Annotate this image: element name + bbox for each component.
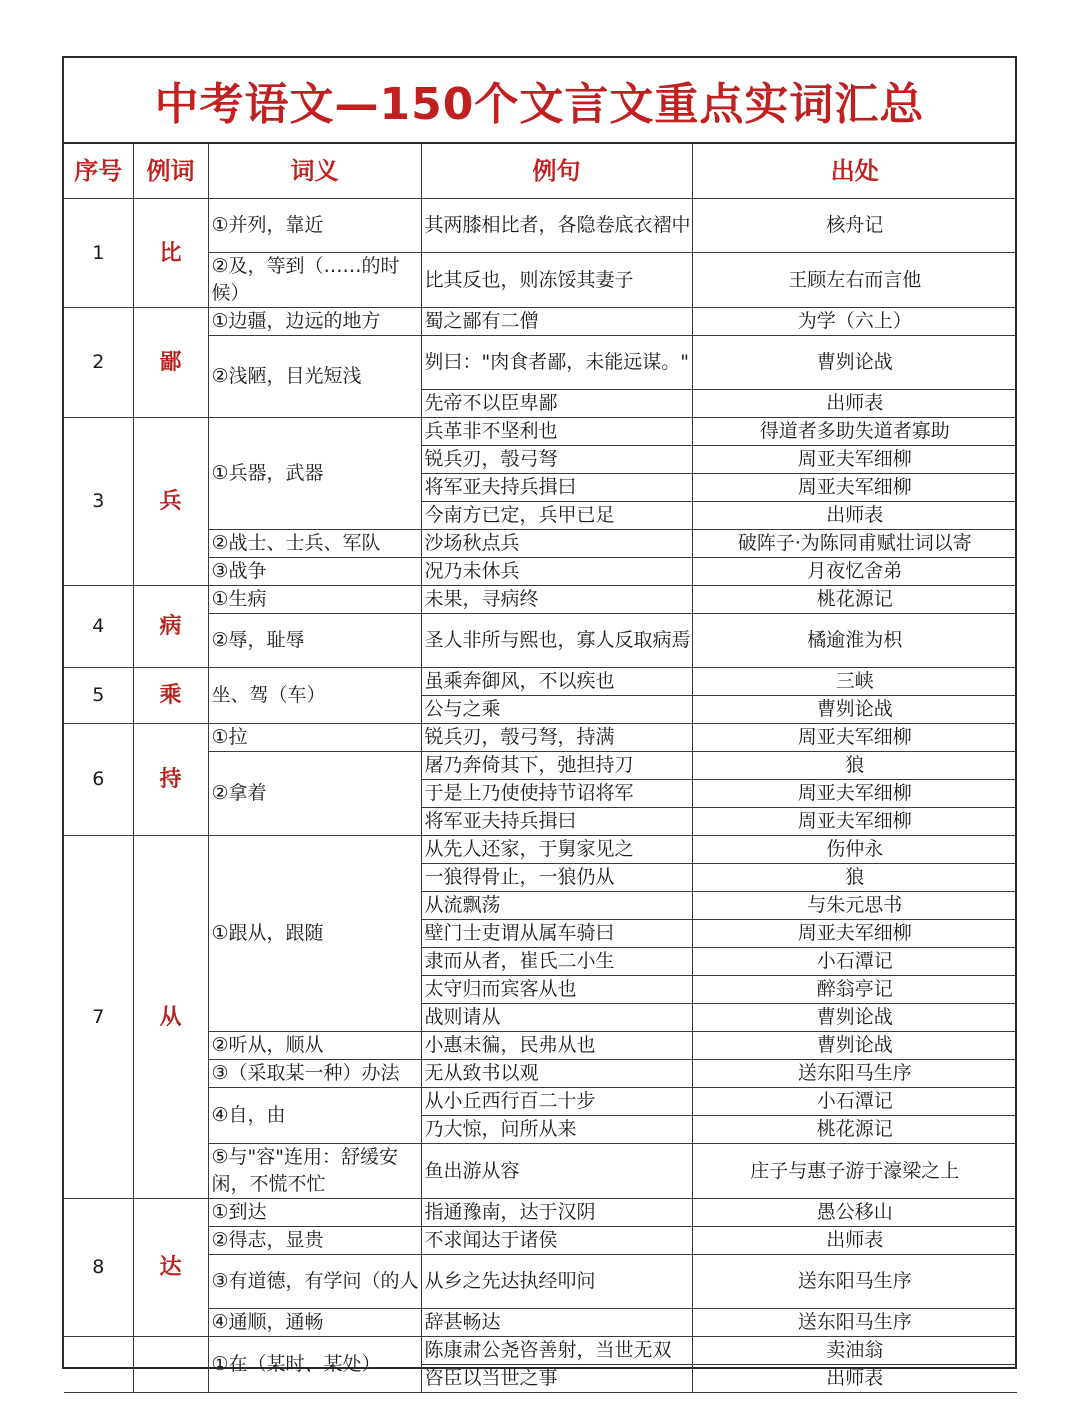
table-row xyxy=(64,836,1017,864)
example-sentence: 一狼得骨止，一狼仍从 xyxy=(421,864,692,892)
example-sentence: 锐兵刃，彀弓弩，持满 xyxy=(421,724,692,752)
example-sentence: 乃大惊，问所从来 xyxy=(421,1116,692,1144)
meaning-cell: ②浅陋，目光短浅 xyxy=(208,336,421,418)
source-cell: 曹刿论战 xyxy=(692,1004,1017,1032)
entry-number: 5 xyxy=(64,668,133,724)
source-cell: 送东阳马生序 xyxy=(692,1060,1017,1088)
entry-number: 1 xyxy=(64,199,133,308)
example-sentence: 壁门士吏谓从属车骑曰 xyxy=(421,920,692,948)
source-cell: 曹刿论战 xyxy=(692,1032,1017,1060)
meaning-cell: ①生病 xyxy=(208,586,421,614)
source-cell: 月夜忆舍弟 xyxy=(692,558,1017,586)
example-sentence: 无从致书以观 xyxy=(421,1060,692,1088)
example-sentence: 未果，寻病终 xyxy=(421,586,692,614)
example-sentence: 比其反也，则冻馁其妻子 xyxy=(421,253,692,308)
meaning-cell: ②辱，耻辱 xyxy=(208,614,421,668)
example-sentence: 其两膝相比者，各隐卷底衣褶中 xyxy=(421,199,692,253)
example-sentence: 于是上乃使使持节诏将军 xyxy=(421,780,692,808)
example-sentence: 锐兵刃，彀弓弩 xyxy=(421,446,692,474)
example-sentence: 今南方已定，兵甲已足 xyxy=(421,502,692,530)
example-sentence: 隶而从者，崔氏二小生 xyxy=(421,948,692,976)
example-sentence: 沙场秋点兵 xyxy=(421,530,692,558)
meaning-cell: ①在（某时、某处） xyxy=(208,1337,421,1393)
source-cell: 送东阳马生序 xyxy=(692,1309,1017,1337)
example-sentence: 从小丘西行百二十步 xyxy=(421,1088,692,1116)
vocab-table xyxy=(64,144,1017,1393)
entry-word: 鄙 xyxy=(133,308,208,418)
source-cell: 王顾左右而言他 xyxy=(692,253,1017,308)
header-number: 序号 xyxy=(64,144,133,199)
example-sentence: 咨臣以当世之事 xyxy=(421,1365,692,1393)
example-sentence: 将军亚夫持兵揖曰 xyxy=(421,808,692,836)
example-sentence: 鱼出游从容 xyxy=(421,1144,692,1199)
table-row xyxy=(64,199,1017,253)
meaning-cell: ②拿着 xyxy=(208,752,421,836)
entry-word: 持 xyxy=(133,724,208,836)
meaning-cell: ②听从，顺从 xyxy=(208,1032,421,1060)
vocab-sheet xyxy=(62,56,1017,1389)
example-sentence: 先帝不以臣卑鄙 xyxy=(421,390,692,418)
source-cell: 曹刿论战 xyxy=(692,336,1017,390)
example-sentence: 蜀之鄙有二僧 xyxy=(421,308,692,336)
source-cell: 送东阳马生序 xyxy=(692,1255,1017,1309)
header-row xyxy=(64,144,1017,199)
table-row xyxy=(64,668,1017,696)
entry-number xyxy=(64,1337,133,1393)
entry-word: 从 xyxy=(133,836,208,1199)
table-row xyxy=(64,1337,1017,1365)
page-title: 中考语文—150个文言文重点实词汇总 xyxy=(64,58,1015,144)
entry-word: 兵 xyxy=(133,418,208,586)
source-cell: 周亚夫军细柳 xyxy=(692,780,1017,808)
example-sentence: 指通豫南，达于汉阴 xyxy=(421,1199,692,1227)
table-row xyxy=(64,724,1017,752)
example-sentence: 陈康肃公尧咨善射，当世无双 xyxy=(421,1337,692,1365)
example-sentence: 从先人还家，于舅家见之 xyxy=(421,836,692,864)
source-cell: 小石潭记 xyxy=(692,1088,1017,1116)
entry-number: 7 xyxy=(64,836,133,1199)
example-sentence: 兵革非不坚利也 xyxy=(421,418,692,446)
source-cell: 出师表 xyxy=(692,502,1017,530)
header-example-sentence: 例句 xyxy=(421,144,692,199)
source-cell: 出师表 xyxy=(692,1227,1017,1255)
example-sentence: 太守归而宾客从也 xyxy=(421,976,692,1004)
source-cell: 庄子与惠子游于濠梁之上 xyxy=(692,1144,1017,1199)
source-cell: 桃花源记 xyxy=(692,1116,1017,1144)
table-row xyxy=(64,418,1017,446)
table-row xyxy=(64,1199,1017,1227)
entry-word: 比 xyxy=(133,199,208,308)
example-sentence: 战则请从 xyxy=(421,1004,692,1032)
meaning-cell: ④通顺，通畅 xyxy=(208,1309,421,1337)
example-sentence: 从乡之先达执经叩问 xyxy=(421,1255,692,1309)
example-sentence: 公与之乘 xyxy=(421,696,692,724)
source-cell: 得道者多助失道者寡助 xyxy=(692,418,1017,446)
table-row xyxy=(64,586,1017,614)
source-cell: 与朱元思书 xyxy=(692,892,1017,920)
example-sentence: 刿曰："肉食者鄙，未能远谋。" xyxy=(421,336,692,390)
entry-number: 8 xyxy=(64,1199,133,1337)
entry-number: 4 xyxy=(64,586,133,668)
source-cell: 周亚夫军细柳 xyxy=(692,446,1017,474)
meaning-cell: ①并列，靠近 xyxy=(208,199,421,253)
header-example-word: 例词 xyxy=(133,144,208,199)
entry-word: 病 xyxy=(133,586,208,668)
entry-number: 3 xyxy=(64,418,133,586)
source-cell: 愚公移山 xyxy=(692,1199,1017,1227)
header-meaning: 词义 xyxy=(208,144,421,199)
source-cell: 周亚夫军细柳 xyxy=(692,920,1017,948)
source-cell: 伤仲永 xyxy=(692,836,1017,864)
entry-word: 达 xyxy=(133,1199,208,1337)
meaning-cell: ①边疆，边远的地方 xyxy=(208,308,421,336)
entry-word xyxy=(133,1337,208,1393)
entry-number: 6 xyxy=(64,724,133,836)
entry-number: 2 xyxy=(64,308,133,418)
meaning-cell: ①到达 xyxy=(208,1199,421,1227)
entry-word: 乘 xyxy=(133,668,208,724)
source-cell: 醉翁亭记 xyxy=(692,976,1017,1004)
meaning-cell: ①拉 xyxy=(208,724,421,752)
meaning-cell: ④自，由 xyxy=(208,1088,421,1144)
source-cell: 周亚夫军细柳 xyxy=(692,808,1017,836)
meaning-cell: ②得志，显贵 xyxy=(208,1227,421,1255)
source-cell: 周亚夫军细柳 xyxy=(692,474,1017,502)
meaning-cell: ②及，等到（……的时候） xyxy=(208,253,421,308)
example-sentence: 将军亚夫持兵揖曰 xyxy=(421,474,692,502)
example-sentence: 辞甚畅达 xyxy=(421,1309,692,1337)
meaning-cell: ①跟从，跟随 xyxy=(208,836,421,1032)
source-cell: 小石潭记 xyxy=(692,948,1017,976)
example-sentence: 小惠未徧，民弗从也 xyxy=(421,1032,692,1060)
source-cell: 狼 xyxy=(692,752,1017,780)
example-sentence: 不求闻达于诸侯 xyxy=(421,1227,692,1255)
source-cell: 狼 xyxy=(692,864,1017,892)
table-row xyxy=(64,308,1017,336)
source-cell: 为学（六上） xyxy=(692,308,1017,336)
source-cell: 破阵子·为陈同甫赋壮词以寄 xyxy=(692,530,1017,558)
source-cell: 桃花源记 xyxy=(692,586,1017,614)
meaning-cell: ①兵器，武器 xyxy=(208,418,421,530)
meaning-cell: ③（采取某一种）办法 xyxy=(208,1060,421,1088)
source-cell: 三峡 xyxy=(692,668,1017,696)
example-sentence: 从流飘荡 xyxy=(421,892,692,920)
source-cell: 卖油翁 xyxy=(692,1337,1017,1365)
meaning-cell: ③有道德，有学问（的人 xyxy=(208,1255,421,1309)
source-cell: 曹刿论战 xyxy=(692,696,1017,724)
source-cell: 出师表 xyxy=(692,390,1017,418)
source-cell: 周亚夫军细柳 xyxy=(692,724,1017,752)
example-sentence: 虽乘奔御风，不以疾也 xyxy=(421,668,692,696)
example-sentence: 况乃未休兵 xyxy=(421,558,692,586)
example-sentence: 圣人非所与熙也，寡人反取病焉 xyxy=(421,614,692,668)
source-cell: 出师表 xyxy=(692,1365,1017,1393)
meaning-cell: ②战士、士兵、军队 xyxy=(208,530,421,558)
meaning-cell: ③战争 xyxy=(208,558,421,586)
source-cell: 橘逾淮为枳 xyxy=(692,614,1017,668)
example-sentence: 屠乃奔倚其下，弛担持刀 xyxy=(421,752,692,780)
header-source: 出处 xyxy=(692,144,1017,199)
vocab-table-body xyxy=(64,199,1017,1393)
source-cell: 核舟记 xyxy=(692,199,1017,253)
meaning-cell: ⑤与"容"连用：舒缓安闲，不慌不忙 xyxy=(208,1144,421,1199)
meaning-cell: 坐、驾（车） xyxy=(208,668,421,724)
